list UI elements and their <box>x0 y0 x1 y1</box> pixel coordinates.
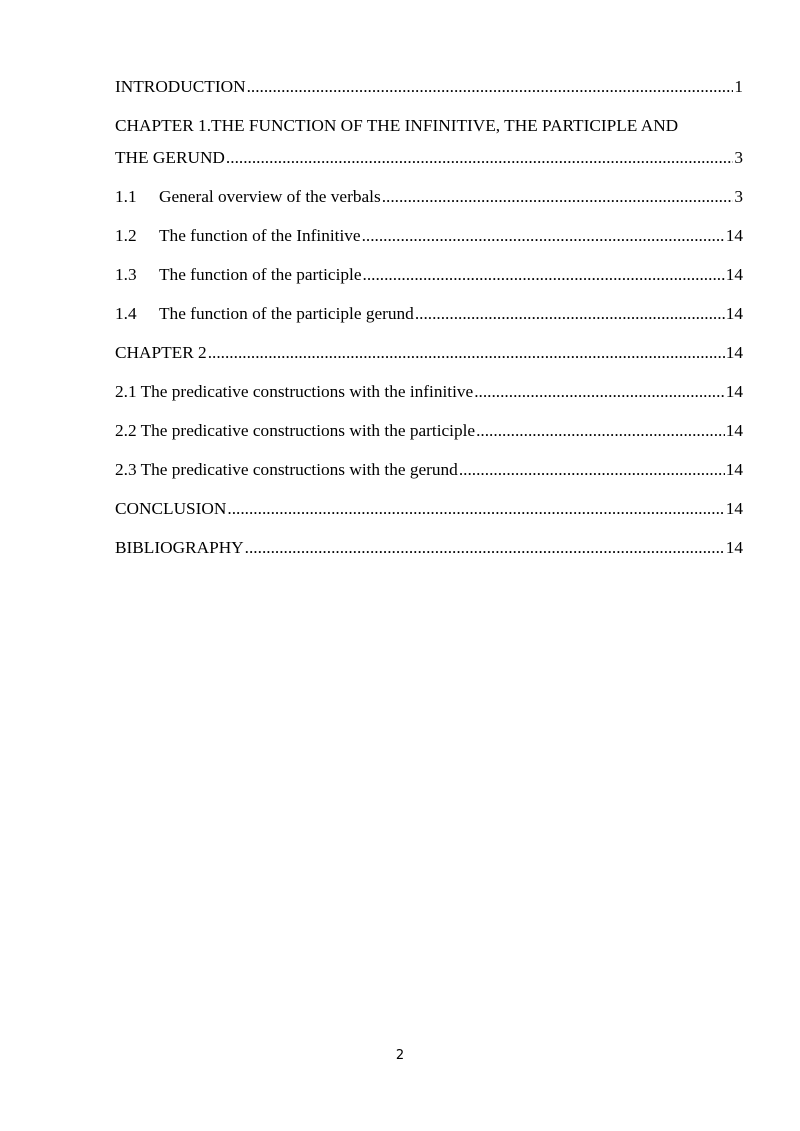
toc-entry-number: 1.2 <box>115 226 137 245</box>
dot-leader <box>208 342 725 364</box>
toc-entry-chapter-2[interactable] <box>115 342 743 364</box>
toc-entry-page: 3 <box>734 148 743 167</box>
toc-entry-page: 14 <box>725 265 743 284</box>
toc-entry-number: 1.4 <box>115 304 137 323</box>
toc-entry-page: 14 <box>725 304 743 323</box>
toc-entry-introduction[interactable] <box>115 76 743 98</box>
toc-entry-2-2[interactable] <box>115 420 743 442</box>
toc-entry-page: 14 <box>725 538 743 557</box>
toc-entry-label: 2.3 The predicative constructions with the gerund <box>115 460 458 479</box>
toc-entry-1-3[interactable] <box>115 264 743 286</box>
toc-entry-label: The function of the participle gerund <box>159 304 414 323</box>
dot-leader <box>362 225 725 247</box>
toc-entry-2-3[interactable] <box>115 459 743 481</box>
toc-entry-page: 3 <box>734 187 743 206</box>
dot-leader <box>474 381 725 403</box>
dot-leader <box>363 264 725 286</box>
toc-entry-number: 1.3 <box>115 265 137 284</box>
toc-entry-page: 1 <box>734 77 743 96</box>
toc-entry-label: The function of the participle <box>159 265 362 284</box>
toc-entry-number: 1.1 <box>115 187 137 206</box>
toc-entry-page: 14 <box>725 343 743 362</box>
dot-leader <box>227 498 724 520</box>
toc-entry-2-1[interactable] <box>115 381 743 403</box>
toc-entry-label: 2.1 The predicative constructions with the infinitive <box>115 382 474 401</box>
toc-entry-label: CHAPTER 2 <box>115 343 207 362</box>
dot-leader <box>459 459 725 481</box>
toc-entry-bibliography[interactable] <box>115 537 743 559</box>
toc-entry-1-4[interactable] <box>115 303 743 325</box>
toc-entry-page: 14 <box>725 382 743 401</box>
toc-entry-1-1[interactable] <box>115 186 743 208</box>
dot-leader <box>415 303 725 325</box>
toc-entry-1-2[interactable] <box>115 225 743 247</box>
toc-entry-page: 14 <box>725 421 743 440</box>
toc-entry-label: 2.2 The predicative constructions with the participle <box>115 421 476 440</box>
dot-leader <box>476 420 725 442</box>
toc-entry-label-line-2: THE GERUND <box>115 148 225 167</box>
toc-entry-conclusion[interactable] <box>115 498 743 520</box>
page-number: 2 <box>395 1048 405 1063</box>
toc-entry-page: 14 <box>725 499 743 518</box>
table-of-contents <box>115 76 743 576</box>
dot-leader <box>245 537 725 559</box>
toc-entry-label: INTRODUCTION <box>115 77 246 96</box>
toc-entry-chapter-1[interactable] <box>115 115 743 169</box>
toc-entry-page: 14 <box>725 226 743 245</box>
dot-leader <box>247 76 734 98</box>
toc-entry-page: 14 <box>725 460 743 479</box>
toc-entry-label: The function of the Infinitive <box>159 226 361 245</box>
toc-entry-label: BIBLIOGRAPHY <box>115 538 244 557</box>
toc-entry-label: CONCLUSION <box>115 499 227 518</box>
toc-entry-label-line-1: CHAPTER 1.THE FUNCTION OF THE INFINITIVE, THE PARTICIPLE AND <box>115 116 679 135</box>
dot-leader <box>382 186 734 208</box>
toc-entry-label: General overview of the verbals <box>159 187 381 206</box>
dot-leader <box>226 147 733 169</box>
